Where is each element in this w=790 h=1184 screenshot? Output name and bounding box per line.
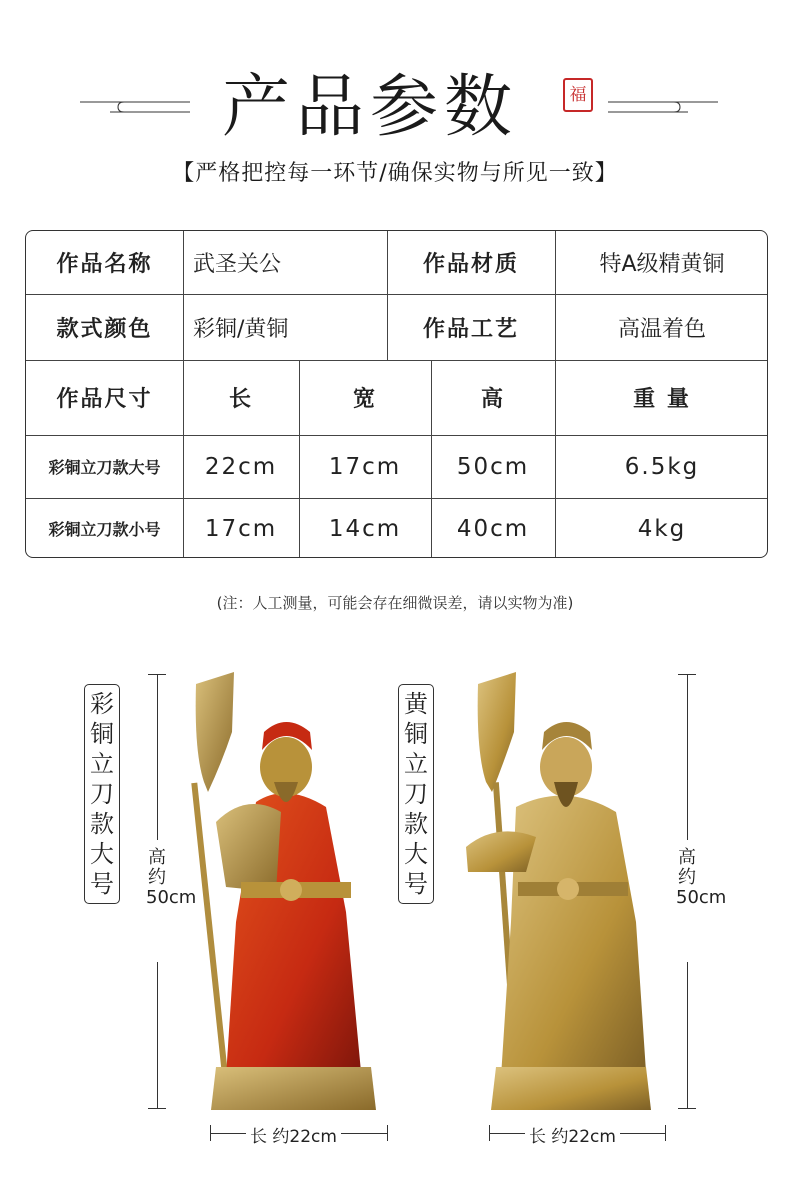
value-style-color: 彩铜/黄铜 [193,316,289,342]
seal-stamp: 福 [563,78,593,112]
row-weight: 6.5kg [624,453,700,480]
right-decoration-icon [608,94,718,120]
left-height-text: 高约50cm [146,847,197,908]
row-length: 17cm [204,515,278,542]
row-name: 彩铜立刀款小号 [48,520,161,539]
left-product-label [84,684,120,904]
page-title: 产品参数 [222,68,519,147]
label-style-color: 款式颜色 [56,316,153,342]
brass-statue-image [456,672,666,1112]
row-height: 40cm [456,515,530,542]
label-name: 作品名称 [56,252,153,277]
value-name: 武圣关公 [193,252,282,277]
page-subtitle: 【严格把控每一环节/确保实物与所见一致】 [172,161,618,186]
row-height: 50cm [456,453,530,480]
header-length: 长 [228,387,253,412]
page-header [0,38,790,147]
left-length-text: 长 约22cm [246,1122,341,1147]
right-length-text: 长 约22cm [525,1122,620,1147]
right-product-label [398,684,434,904]
left-decoration-icon [80,94,190,120]
label-size: 作品尺寸 [56,387,153,412]
row-width: 17cm [328,453,402,480]
header-weight: 重 量 [633,387,691,412]
right-product-label-text: 黄铜立刀款大号 [404,690,428,898]
value-material: 特A级精黄铜 [599,252,725,277]
measurement-note: (注：人工测量，可能会存在细微误差，请以实物为准) [216,594,574,612]
row-weight: 4kg [637,515,687,542]
header-width: 宽 [352,387,377,412]
parameter-table [25,230,768,558]
label-craft: 作品工艺 [422,316,519,342]
label-material: 作品材质 [422,252,519,277]
row-length: 22cm [204,453,278,480]
colored-copper-statue-image [186,672,396,1112]
header-height: 高 [480,387,505,412]
row-name: 彩铜立刀款大号 [48,458,161,477]
right-height-text: 高约50cm [676,847,727,908]
row-width: 14cm [328,515,402,542]
left-product-label-text: 彩铜立刀款大号 [90,690,114,898]
value-craft: 高温着色 [617,316,706,342]
